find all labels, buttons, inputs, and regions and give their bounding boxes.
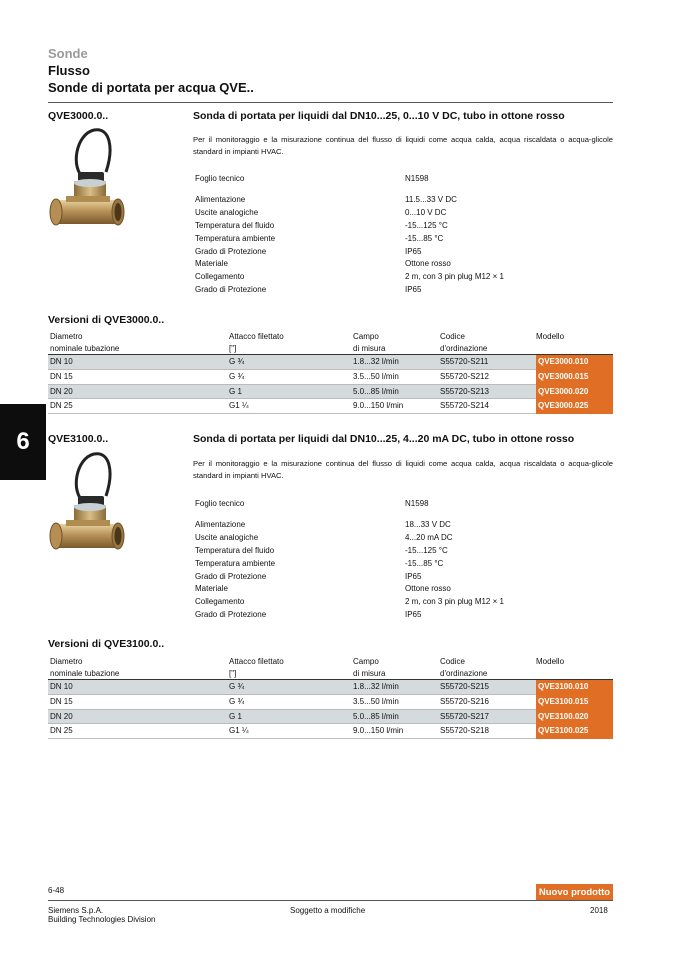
cell-model: QVE3000.010 bbox=[536, 355, 613, 370]
spec-row bbox=[195, 544, 615, 557]
table-header bbox=[48, 656, 613, 680]
cell-range: 1.8...32 l/min bbox=[353, 357, 399, 366]
table-row bbox=[48, 355, 613, 370]
footer-divider bbox=[48, 900, 613, 901]
spec-value: 4...20 mA DC bbox=[405, 532, 453, 542]
footer-year: 2018 bbox=[590, 906, 608, 915]
header-thread-1: Attacco filettato bbox=[229, 332, 284, 341]
new-product-badge: Nuovo prodotto bbox=[536, 884, 613, 900]
cell-model: QVE3000.025 bbox=[536, 399, 613, 414]
cell-dn: DN 25 bbox=[50, 726, 73, 736]
cell-dn: DN 10 bbox=[50, 357, 73, 366]
spec-row bbox=[195, 193, 615, 206]
header-range-2: di misura bbox=[353, 343, 386, 353]
versions-table bbox=[48, 656, 613, 739]
spec-label: Temperatura ambiente bbox=[195, 558, 276, 568]
product-description: Per il monitoraggio e la misurazione continua del flusso di liquidi come acqua calda, acqua riscaldata o acqua-glicole standard in impianti HVAC. bbox=[193, 135, 613, 156]
cell-thread: G ¾ bbox=[229, 696, 245, 706]
spec-label: Grado di Protezione bbox=[195, 285, 267, 295]
spec-row bbox=[195, 283, 615, 296]
spec-label: Temperatura ambiente bbox=[195, 233, 276, 243]
cell-range: 3.5...50 l/min bbox=[353, 371, 399, 381]
cell-dn: DN 15 bbox=[50, 371, 73, 381]
spec-value: 2 m, con 3 pin plug M12 × 1 bbox=[405, 272, 504, 282]
cell-range: 9.0...150 l/min bbox=[353, 401, 404, 411]
cell-range: 5.0...85 l/min bbox=[353, 386, 399, 396]
spec-row bbox=[195, 245, 615, 258]
cell-code: S55720-S214 bbox=[440, 401, 489, 411]
spec-list bbox=[195, 193, 615, 296]
spec-row bbox=[195, 257, 615, 270]
cell-code: S55720-S212 bbox=[440, 371, 489, 381]
spec-value: -15...85 °C bbox=[405, 233, 444, 243]
datasheet-row bbox=[195, 497, 615, 510]
cell-model: QVE3000.020 bbox=[536, 385, 613, 400]
cell-code: S55720-S217 bbox=[440, 711, 489, 721]
spec-value: 0...10 V DC bbox=[405, 207, 447, 217]
header-divider bbox=[48, 102, 613, 103]
table-row bbox=[48, 724, 613, 739]
header-range-2: di misura bbox=[353, 668, 386, 678]
spec-label: Collegamento bbox=[195, 597, 245, 607]
spec-row bbox=[195, 557, 615, 570]
page-title: Sonde di portata per acqua QVE.. bbox=[48, 80, 254, 95]
cell-range: 1.8...32 l/min bbox=[353, 682, 399, 691]
spec-value: N1598 bbox=[405, 498, 429, 508]
versions-title: Versioni di QVE3100.0.. bbox=[48, 638, 165, 650]
company-name: Siemens S.p.A. bbox=[48, 906, 104, 915]
header-model: Modello bbox=[536, 657, 565, 666]
spec-row bbox=[195, 595, 615, 608]
cell-thread: G1 ¼ bbox=[229, 401, 249, 411]
header-thread-1: Attacco filettato bbox=[229, 657, 284, 666]
product-title: Sonda di portata per liquidi dal DN10...25, 0...10 V DC, tubo in ottone rosso bbox=[193, 110, 565, 122]
cell-model: QVE3100.025 bbox=[536, 724, 613, 739]
spec-value: 11.5...33 V DC bbox=[405, 194, 457, 204]
flow-sensor-image bbox=[48, 128, 126, 233]
cell-range: 5.0...85 l/min bbox=[353, 711, 399, 721]
spec-row bbox=[195, 206, 615, 219]
cell-range: 9.0...150 l/min bbox=[353, 726, 404, 736]
spec-label: Uscite analogiche bbox=[195, 532, 259, 542]
cell-model: QVE3100.015 bbox=[536, 695, 613, 710]
spec-label: Alimentazione bbox=[195, 194, 246, 204]
spec-row bbox=[195, 232, 615, 245]
cell-model: QVE3000.015 bbox=[536, 370, 613, 385]
cell-code: S55720-S215 bbox=[440, 682, 489, 691]
flow-sensor-image bbox=[48, 452, 126, 557]
spec-label: Collegamento bbox=[195, 272, 245, 282]
cell-dn: DN 10 bbox=[50, 682, 73, 691]
cell-model: QVE3100.010 bbox=[536, 680, 613, 695]
table-row bbox=[48, 680, 613, 695]
spec-row bbox=[195, 518, 615, 531]
datasheet-row bbox=[195, 172, 615, 185]
spec-value: IP65 bbox=[405, 571, 422, 581]
section-tab: 6 bbox=[0, 404, 46, 480]
cell-code: S55720-S216 bbox=[440, 696, 489, 706]
header-code-1: Codice bbox=[440, 657, 465, 666]
spec-value: IP65 bbox=[405, 610, 422, 620]
header-thread-2: ["] bbox=[229, 668, 237, 678]
spec-row bbox=[195, 582, 615, 595]
spec-value: N1598 bbox=[405, 173, 429, 183]
spec-value: IP65 bbox=[405, 285, 422, 295]
header-thread-2: ["] bbox=[229, 343, 237, 353]
cell-thread: G ¾ bbox=[229, 371, 245, 381]
spec-value: Ottone rosso bbox=[405, 584, 451, 594]
product-description: Per il monitoraggio e la misurazione continua del flusso di liquidi come acqua calda, acqua riscaldata o acqua-glicole standard in impianti HVAC. bbox=[193, 459, 613, 480]
versions-title: Versioni di QVE3000.0.. bbox=[48, 314, 165, 326]
header-subcategory: Flusso bbox=[48, 63, 90, 78]
table-row bbox=[48, 385, 613, 400]
cell-thread: G ¾ bbox=[229, 357, 245, 366]
spec-label: Foglio tecnico bbox=[195, 498, 245, 508]
spec-row bbox=[195, 270, 615, 283]
cell-dn: DN 15 bbox=[50, 696, 73, 706]
spec-label: Temperatura del fluido bbox=[195, 545, 275, 555]
versions-table bbox=[48, 331, 613, 414]
spec-row bbox=[195, 570, 615, 583]
spec-label: Uscite analogiche bbox=[195, 207, 259, 217]
header-diameter-2: nominale tubazione bbox=[50, 343, 120, 353]
division-name: Building Technologies Division bbox=[48, 915, 156, 924]
spec-label: Grado di Protezione bbox=[195, 246, 267, 256]
footer-company bbox=[48, 906, 155, 924]
footer-note: Soggetto a modifiche bbox=[290, 906, 366, 915]
cell-thread: G ¾ bbox=[229, 682, 245, 691]
header-range-1: Campo bbox=[353, 657, 379, 666]
spec-value: IP65 bbox=[405, 246, 422, 256]
spec-list bbox=[195, 518, 615, 621]
table-row bbox=[48, 399, 613, 414]
spec-value: 2 m, con 3 pin plug M12 × 1 bbox=[405, 597, 504, 607]
spec-row bbox=[195, 219, 615, 232]
cell-model: QVE3100.020 bbox=[536, 710, 613, 725]
spec-value: -15...125 °C bbox=[405, 545, 448, 555]
product-code: QVE3100.0.. bbox=[48, 433, 109, 445]
spec-value: Ottone rosso bbox=[405, 259, 451, 269]
cell-dn: DN 20 bbox=[50, 711, 73, 721]
cell-thread: G 1 bbox=[229, 711, 242, 721]
header-diameter-1: Diametro bbox=[50, 657, 83, 666]
header-code-2: d'ordinazione bbox=[440, 343, 488, 353]
header-code-1: Codice bbox=[440, 332, 465, 341]
table-header bbox=[48, 331, 613, 355]
spec-label: Materiale bbox=[195, 584, 228, 594]
cell-code: S55720-S213 bbox=[440, 386, 489, 396]
cell-thread: G1 ¼ bbox=[229, 726, 249, 736]
product-code: QVE3000.0.. bbox=[48, 110, 109, 122]
header-range-1: Campo bbox=[353, 332, 379, 341]
table-row bbox=[48, 695, 613, 710]
spec-value: 18...33 V DC bbox=[405, 519, 451, 529]
spec-label: Materiale bbox=[195, 259, 228, 269]
table-row bbox=[48, 370, 613, 385]
spec-row bbox=[195, 608, 615, 621]
cell-thread: G 1 bbox=[229, 386, 242, 396]
spec-label: Grado di Protezione bbox=[195, 571, 267, 581]
header-diameter-1: Diametro bbox=[50, 332, 83, 341]
spec-label: Temperatura del fluido bbox=[195, 220, 275, 230]
header-diameter-2: nominale tubazione bbox=[50, 668, 120, 678]
cell-dn: DN 25 bbox=[50, 401, 73, 411]
header-category: Sonde bbox=[48, 46, 88, 61]
spec-label: Foglio tecnico bbox=[195, 173, 245, 183]
header-model: Modello bbox=[536, 332, 565, 341]
page-number: 6-48 bbox=[48, 886, 65, 895]
table-row bbox=[48, 710, 613, 725]
cell-dn: DN 20 bbox=[50, 386, 73, 396]
spec-label: Alimentazione bbox=[195, 519, 246, 529]
spec-label: Grado di Protezione bbox=[195, 610, 267, 620]
spec-value: -15...125 °C bbox=[405, 220, 448, 230]
spec-row bbox=[195, 531, 615, 544]
spec-value: -15...85 °C bbox=[405, 558, 444, 568]
product-title: Sonda di portata per liquidi dal DN10...25, 4...20 mA DC, tubo in ottone rosso bbox=[193, 433, 575, 445]
cell-range: 3.5...50 l/min bbox=[353, 696, 399, 706]
header-code-2: d'ordinazione bbox=[440, 668, 488, 678]
cell-code: S55720-S211 bbox=[440, 357, 489, 366]
cell-code: S55720-S218 bbox=[440, 726, 489, 736]
